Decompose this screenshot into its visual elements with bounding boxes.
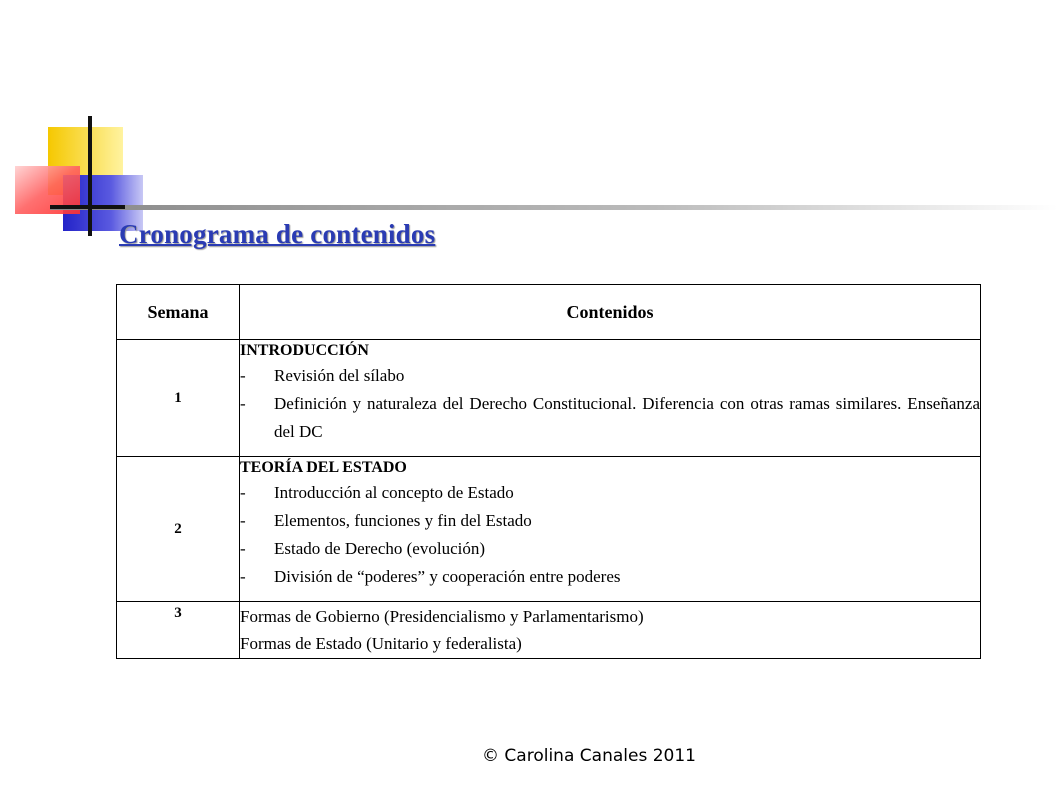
list-item xyxy=(240,535,980,563)
bullet-dash: - xyxy=(240,539,246,558)
vertical-bar xyxy=(88,116,92,236)
slide-title: Cronograma de contenidos xyxy=(119,219,436,249)
item-text: Definición y naturaleza del Derecho Constitucional. Diferencia con otras ramas similares. Enseñanza del DC xyxy=(274,394,980,441)
content-line: Formas de Gobierno (Presidencialismo y Parlamentarismo) xyxy=(240,607,644,626)
list-item xyxy=(240,563,980,591)
item-text: Introducción al concepto de Estado xyxy=(274,483,514,502)
list-item xyxy=(240,479,980,507)
list-item xyxy=(240,507,980,535)
list-item xyxy=(240,390,980,446)
horizontal-bar xyxy=(50,205,125,209)
slide-decoration xyxy=(0,0,1058,250)
item-text: Elementos, funciones y fin del Estado xyxy=(274,511,532,530)
table-header-row xyxy=(117,285,981,340)
table-row xyxy=(117,602,981,659)
list-item xyxy=(240,362,980,390)
item-text: Revisión del sílabo xyxy=(274,366,405,385)
column-header-week: Semana xyxy=(117,285,240,340)
item-list xyxy=(240,479,980,591)
bullet-dash: - xyxy=(240,483,246,502)
week-number: 2 xyxy=(117,457,240,602)
schedule-table xyxy=(116,284,981,659)
week-number: 1 xyxy=(117,340,240,457)
table-row xyxy=(117,340,981,457)
week-number: 3 xyxy=(117,602,240,659)
topic-heading: INTRODUCCIÓN xyxy=(240,342,369,359)
item-text: Estado de Derecho (evolución) xyxy=(274,539,485,558)
contents-cell xyxy=(240,602,981,659)
bullet-dash: - xyxy=(240,394,246,413)
bullet-dash: - xyxy=(240,567,246,586)
item-list xyxy=(240,362,980,446)
topic-heading: TEORÍA DEL ESTADO xyxy=(240,459,407,476)
horizontal-rule xyxy=(50,205,1058,210)
contents-cell xyxy=(240,457,981,602)
content-line: Formas de Estado (Unitario y federalista) xyxy=(240,634,522,653)
bullet-dash: - xyxy=(240,366,246,385)
column-header-contents: Contenidos xyxy=(240,285,981,340)
item-text: División de “poderes” y cooperación entre poderes xyxy=(274,567,621,586)
copyright-footer: © Carolina Canales 2011 xyxy=(482,746,696,766)
table-row xyxy=(117,457,981,602)
contents-cell xyxy=(240,340,981,457)
bullet-dash: - xyxy=(240,511,246,530)
